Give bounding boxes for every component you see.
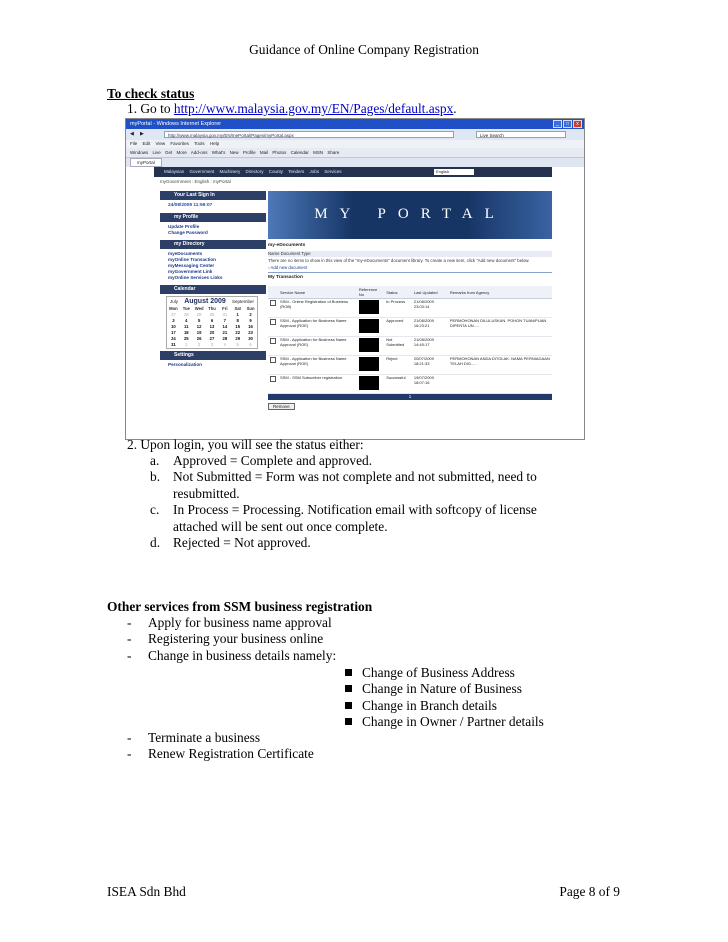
status-item xyxy=(150,502,620,535)
browser-tabs xyxy=(126,158,584,167)
calendar-day[interactable]: 31 xyxy=(222,312,228,317)
calendar-day[interactable]: 10 xyxy=(171,324,176,329)
calendar-day[interactable]: 4 xyxy=(185,318,188,323)
calendar-day[interactable]: 3 xyxy=(172,318,175,323)
calendar-day[interactable]: 23 xyxy=(248,330,253,335)
cell-remarks xyxy=(448,299,552,318)
calendar-header xyxy=(167,297,257,306)
calendar xyxy=(166,296,258,349)
business-detail-item xyxy=(345,714,625,730)
footer-page: Page 8 of 9 xyxy=(559,884,620,899)
col-status: Status xyxy=(384,286,412,299)
business-detail-item xyxy=(345,665,625,681)
calendar-day[interactable]: 12 xyxy=(196,324,202,329)
cell-remarks xyxy=(448,337,552,356)
search-field[interactable]: Live Search xyxy=(476,131,566,138)
cell-status: Not Submitted xyxy=(384,337,412,356)
step-1-suffix: . xyxy=(453,101,457,116)
calendar-dow: Tue xyxy=(182,306,190,311)
calendar-day[interactable]: 5 xyxy=(236,342,239,347)
col-check xyxy=(268,286,278,299)
calendar-dow: Mon xyxy=(169,306,178,311)
calendar-day[interactable]: 16 xyxy=(248,324,253,329)
language-select[interactable]: English xyxy=(434,169,474,175)
browser-title-bar xyxy=(126,119,584,129)
cell-service-name: SSM - Application for Business Name Approval (ROE) xyxy=(278,318,357,337)
step-2: 2. Upon login, you will see the status either: xyxy=(127,437,364,452)
maximize-icon[interactable]: □ xyxy=(563,120,572,128)
remove-button[interactable]: Remove xyxy=(268,403,295,410)
calendar-day[interactable]: 17 xyxy=(171,330,176,335)
back-icon[interactable]: ◀ xyxy=(130,131,134,137)
portal-link[interactable]: http://www.malaysia.gov.my/EN/Pages/default.aspx xyxy=(173,101,454,116)
calendar-month: August 2009 xyxy=(184,298,226,305)
table-row[interactable] xyxy=(268,318,552,337)
breadcrumb: myGovernment : English : myPortal xyxy=(160,179,231,184)
status-item xyxy=(150,453,620,469)
cell-reference-no xyxy=(357,375,384,394)
sidebar-item-change-password[interactable]: Change Password xyxy=(168,230,208,235)
status-marker: d. xyxy=(150,535,161,551)
business-detail-text: Change of Business Address xyxy=(362,665,515,680)
calendar-day[interactable]: 6 xyxy=(210,318,214,323)
business-detail-text: Change in Nature of Business xyxy=(362,681,522,697)
col-remarks: Remarks from Agency xyxy=(448,286,552,299)
pager[interactable]: 1 xyxy=(268,394,552,400)
status-text-cont: resubmitted. xyxy=(173,485,240,501)
redacted-reference xyxy=(359,376,379,390)
calendar-day[interactable]: 1 xyxy=(236,312,239,317)
sidebar-item-update-profile[interactable]: Update Profile xyxy=(168,224,200,229)
sidebar-item-online-transaction[interactable]: myOnline Transaction xyxy=(168,257,216,262)
edocs-heading: my-eDocuments xyxy=(268,243,306,248)
col-updated: Last Updated xyxy=(412,286,448,299)
cell-service-name: SSM - SSM Subscriber registration xyxy=(278,375,357,394)
calendar-day[interactable]: 7 xyxy=(223,318,227,323)
address-field[interactable]: http://www.malaysia.gov.my/EN/mePortal/Pages/myPortal.aspx xyxy=(164,131,454,138)
calendar-day[interactable]: 9 xyxy=(249,318,252,323)
settings-head: Settings xyxy=(160,351,266,360)
profile-links xyxy=(160,222,266,238)
calendar-day[interactable]: 13 xyxy=(209,324,215,329)
calendar-day[interactable]: 6 xyxy=(249,342,252,347)
business-detail-item xyxy=(345,681,625,697)
profile-head[interactable]: my Profile xyxy=(160,213,266,222)
last-sign-in-head: Your Last Sign In xyxy=(160,191,266,200)
cell-service-name: SSM - Application for Business Name Approval (ROE) xyxy=(278,337,357,356)
directory-head[interactable]: my Directory xyxy=(160,240,266,249)
banner-text: MY PORTAL xyxy=(314,206,506,222)
calendar-day[interactable]: 25 xyxy=(183,336,189,341)
table-row[interactable] xyxy=(268,375,552,394)
service-item xyxy=(107,746,607,762)
browser-title: myPortal - Windows Internet Explorer xyxy=(130,121,222,127)
calendar-day[interactable]: 31 xyxy=(171,342,176,347)
minimize-icon[interactable]: _ xyxy=(553,120,562,128)
calendar-day[interactable]: 20 xyxy=(209,330,215,335)
calendar-day[interactable]: 4 xyxy=(223,342,227,347)
cell-reference-no xyxy=(357,299,384,318)
row-checkbox[interactable] xyxy=(270,357,276,363)
sidebar-item-online-services[interactable]: myOnline Services Links xyxy=(168,275,223,280)
cell-status: Approved xyxy=(384,318,412,337)
calendar-grid xyxy=(167,306,257,348)
transaction-heading: My Transaction xyxy=(268,275,303,280)
sidebar-item-edocuments[interactable]: myeDocuments xyxy=(168,251,203,256)
calendar-day[interactable]: 19 xyxy=(196,330,202,335)
calendar-dow: Sun xyxy=(246,306,255,311)
service-text: Terminate a business xyxy=(148,730,261,745)
cell-last-updated: 19/07/2009 18:07:16 xyxy=(412,375,448,394)
calendar-day[interactable]: 2 xyxy=(249,312,252,317)
status-list xyxy=(150,453,620,551)
dash-bullet: - xyxy=(127,746,132,762)
portal-nav-items[interactable]: Malaysian Government Machinery Directory County Tenders Jobs Services xyxy=(164,169,342,174)
calendar-day[interactable]: 3 xyxy=(210,342,214,347)
calendar-dow: Fri xyxy=(222,306,228,311)
sidebar-item-personalization[interactable]: Personalization xyxy=(168,362,202,367)
calendar-dow: Wed xyxy=(194,306,204,311)
redacted-reference xyxy=(359,300,379,314)
section-heading-other-services: Other services from SSM business registration xyxy=(107,599,373,614)
cell-reference-no xyxy=(357,318,384,337)
calendar-day[interactable]: 24 xyxy=(171,336,176,341)
square-bullet-icon xyxy=(345,669,352,676)
calendar-dow: Thu xyxy=(208,306,216,311)
row-checkbox[interactable] xyxy=(270,338,276,344)
cell-status: Reject xyxy=(384,356,412,375)
row-checkbox[interactable] xyxy=(270,376,276,382)
row-checkbox[interactable] xyxy=(270,319,276,325)
browser-toolbar[interactable]: Windows Live Get More Add-ons What's New Profile Mail Photos Calendar MSN Share xyxy=(126,148,584,158)
add-new-document-link[interactable]: ▫ Add new document xyxy=(268,265,308,270)
calendar-day[interactable]: 27 xyxy=(209,336,215,341)
calendar-day[interactable]: 18 xyxy=(183,330,189,335)
business-detail-text: Change in Branch details xyxy=(362,697,497,713)
business-detail-item xyxy=(345,698,625,714)
transaction-table xyxy=(268,286,552,394)
calendar-day[interactable]: 15 xyxy=(235,324,241,329)
table-row[interactable] xyxy=(268,337,552,356)
calendar-prev[interactable]: July xyxy=(170,299,179,304)
status-marker: b. xyxy=(150,469,161,485)
calendar-day[interactable]: 28 xyxy=(183,312,189,317)
status-item xyxy=(150,535,620,551)
cell-last-updated: 21/08/2009 14:45:17 xyxy=(412,337,448,356)
square-bullet-icon xyxy=(345,685,352,692)
calendar-day[interactable]: 26 xyxy=(196,336,202,341)
service-item xyxy=(107,631,607,647)
service-text: Change in business details namely: xyxy=(148,647,337,663)
service-text: Registering your business online xyxy=(148,631,324,647)
dash-bullet: - xyxy=(127,631,132,647)
status-text-cont: attached will be sent out once complete. xyxy=(173,518,388,534)
browser-menu[interactable]: File Edit View Favorites Tools Help xyxy=(126,140,584,148)
status-text: In Process = Processing. Notification email with softcopy of license xyxy=(173,502,537,518)
section-heading-check-status: To check status xyxy=(107,86,195,101)
status-item xyxy=(150,469,620,502)
portal-main xyxy=(268,241,552,410)
status-marker: a. xyxy=(150,453,160,468)
transaction-header-row xyxy=(268,286,552,299)
step-1-prefix: 1. Go to xyxy=(127,101,174,116)
status-text: Rejected = Not approved. xyxy=(173,535,311,551)
square-bullet-icon xyxy=(345,702,352,709)
calendar-day[interactable]: 28 xyxy=(222,336,228,341)
cell-checkbox[interactable] xyxy=(268,375,278,394)
col-reference: Reference No xyxy=(357,286,384,299)
cell-remarks xyxy=(448,375,552,394)
cell-remarks: PERMOHONAN DILULUSKAN. POHON TUAN/PUAN DIPENTA UN..... xyxy=(448,318,552,337)
sidebar-item-government-link[interactable]: myGovernment Link xyxy=(168,269,213,274)
table-row[interactable] xyxy=(268,299,552,318)
cell-checkbox[interactable] xyxy=(268,318,278,337)
calendar-day[interactable]: 29 xyxy=(235,336,241,341)
calendar-day[interactable]: 21 xyxy=(222,330,228,335)
status-text: Approved = Complete and approved. xyxy=(173,453,373,468)
cell-checkbox[interactable] xyxy=(268,356,278,375)
directory-links xyxy=(160,249,266,283)
step-1 xyxy=(127,101,457,117)
redacted-reference xyxy=(359,357,379,371)
service-item xyxy=(107,615,607,631)
edocs-columns: Name Document Type xyxy=(268,251,552,257)
last-sign-in-value: 24/08/2009 11:59:07 xyxy=(168,203,213,208)
cell-last-updated: 21/08/2009 16:23:21 xyxy=(412,318,448,337)
tab-myportal[interactable]: myPortal xyxy=(130,158,162,167)
portal-screenshot xyxy=(125,118,585,440)
calendar-day[interactable]: 30 xyxy=(209,312,215,317)
calendar-day[interactable]: 2 xyxy=(197,342,201,347)
service-text: Renew Registration Certificate xyxy=(148,746,314,762)
business-details-list xyxy=(345,665,625,731)
forward-icon[interactable]: ▶ xyxy=(140,131,144,137)
add-new-document-label: Add new document xyxy=(270,265,308,270)
footer-company: ISEA Sdn Bhd xyxy=(107,884,186,899)
calendar-next[interactable]: September xyxy=(231,299,254,304)
close-icon[interactable]: x xyxy=(573,120,582,128)
calendar-day[interactable]: 29 xyxy=(196,312,202,317)
settings-links xyxy=(160,360,266,370)
status-marker: c. xyxy=(150,502,160,518)
page-header: Guidance of Online Company Registration xyxy=(249,42,479,57)
portal-page xyxy=(126,167,584,439)
sidebar-item-messaging-center[interactable]: myMessaging Center xyxy=(168,263,215,268)
dash-bullet: - xyxy=(127,730,132,745)
service-text: Apply for business name approval xyxy=(148,615,332,630)
services-list-2 xyxy=(107,730,607,763)
portal-sidebar xyxy=(160,189,266,370)
table-row[interactable] xyxy=(268,356,552,375)
cell-remarks: PERMOHONAN ANDA DITOLAK. NAMA PERNIAGAAN TELAH DIG..... xyxy=(448,356,552,375)
calendar-head: Calendar xyxy=(160,285,266,294)
cell-service-name: SSM - Application for Business Name Approval (ROE) xyxy=(278,356,357,375)
redacted-reference xyxy=(359,338,379,352)
cell-service-name: SSM - Online Registration of Business (ROB) xyxy=(278,299,357,318)
calendar-day[interactable]: 14 xyxy=(222,324,228,329)
calendar-dow: Sat xyxy=(234,306,241,311)
cell-reference-no xyxy=(357,356,384,375)
calendar-day[interactable]: 30 xyxy=(248,336,253,341)
cell-checkbox[interactable] xyxy=(268,299,278,318)
cell-last-updated: 21/08/2009 23:03:14 xyxy=(412,299,448,318)
cell-last-updated: 20/07/2009 18:21:33 xyxy=(412,356,448,375)
square-bullet-icon xyxy=(345,718,352,725)
cell-checkbox[interactable] xyxy=(268,337,278,356)
col-service: Service Name xyxy=(278,286,357,299)
calendar-day[interactable]: 27 xyxy=(171,312,176,317)
calendar-day[interactable]: 5 xyxy=(197,318,201,323)
cell-status: Successful xyxy=(384,375,412,394)
calendar-day[interactable]: 11 xyxy=(184,324,189,329)
cell-status: In Process xyxy=(384,299,412,318)
service-item xyxy=(107,730,607,746)
dash-bullet: - xyxy=(127,615,132,630)
redacted-reference xyxy=(359,319,379,333)
portal-banner xyxy=(268,191,552,239)
status-text: Not Submitted = Form was not complete and not submitted, need to xyxy=(173,469,537,485)
cell-reference-no xyxy=(357,337,384,356)
service-item xyxy=(107,648,607,664)
calendar-day[interactable]: 22 xyxy=(235,330,241,335)
row-checkbox[interactable] xyxy=(270,300,276,306)
edocs-empty-text: There are no items to show in this view of the "my-eDocuments" document library. To create a new item, click "Add new document" below. xyxy=(268,258,530,263)
services-list xyxy=(107,615,607,664)
calendar-day[interactable]: 1 xyxy=(185,342,188,347)
dash-bullet: - xyxy=(127,647,132,663)
transaction-body xyxy=(268,299,552,394)
portal-nav xyxy=(154,167,552,177)
calendar-day[interactable]: 8 xyxy=(236,318,239,323)
business-detail-text: Change in Owner / Partner details xyxy=(362,714,544,730)
